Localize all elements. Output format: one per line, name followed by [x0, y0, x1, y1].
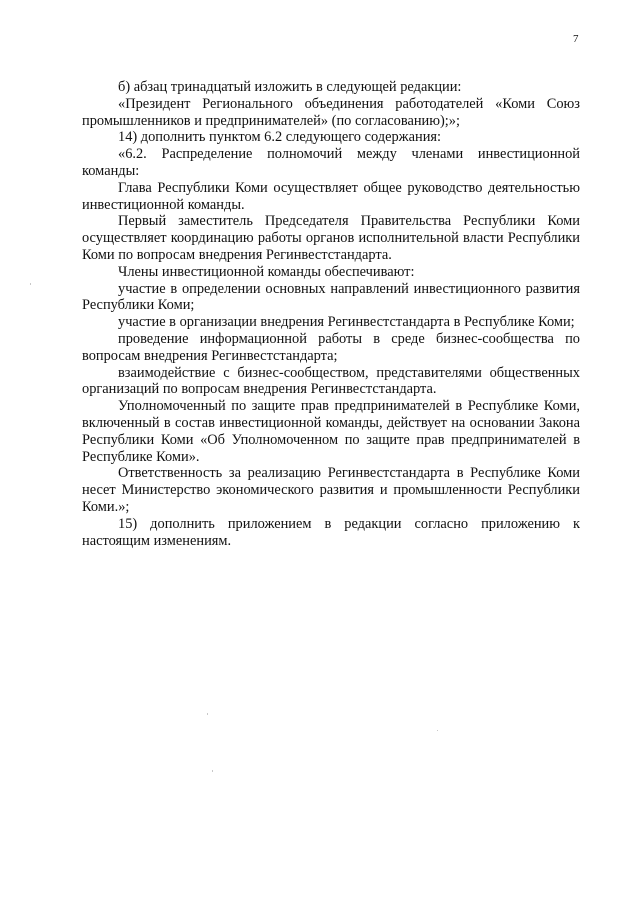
paragraph-responsibility: Ответственность за реализацию Регинвестстандарта в Республике Коми несет Министерство экономического развития и промышленности Республики Коми.»; — [82, 465, 580, 515]
paragraph-amendment-b: б) абзац тринадцатый изложить в следующей редакции: — [118, 79, 462, 95]
paragraph-amendment-15: 15) дополнить приложением в редакции согласно приложению к настоящим изменениям. — [82, 515, 580, 549]
paragraph-president-quote: «Президент Регионального объединения работодателей «Коми Союз промышленников и предпринимателей» (по согласованию);»; — [82, 95, 580, 129]
paragraph-first-deputy: Первый заместитель Председателя Правительства Республики Коми осуществляет координацию работы органов исполнительной власти Республики Коми по вопросам внедрения Регинвестстандарта. — [82, 213, 580, 263]
paragraph-ombudsman: Уполномоченный по защите прав предпринимателей в Республике Коми, включенный в состав инвестиционной команды, действует на основании Закона Республики Коми «Об Уполномоченном по защите прав предпринимателей в Республике Коми». — [82, 398, 580, 465]
paragraph-duty-directions: участие в определении основных направлений инвестиционного развития Республики Коми; — [82, 280, 580, 314]
scan-artifact — [437, 730, 438, 731]
paragraph-members-provide: Члены инвестиционной команды обеспечивают: — [118, 263, 415, 280]
scan-artifact — [30, 283, 31, 285]
document-body — [82, 79, 580, 549]
paragraph-duty-interaction: взаимодействие с бизнес-сообществом, представителями общественных организаций по вопросам внедрения Регинвестстандарта. — [82, 364, 580, 398]
paragraph-duty-information: проведение информационной работы в среде бизнес-сообщества по вопросам внедрения Регинвестстандарта; — [82, 330, 580, 364]
paragraph-section-6-2: «6.2. Распределение полномочий между членами инвестиционной команды: — [82, 146, 580, 179]
paragraph-duty-organization: участие в организации внедрения Регинвестстандарта в Республике Коми; — [118, 314, 575, 331]
scan-artifact — [212, 770, 213, 772]
scan-artifact — [207, 713, 208, 715]
page-number: 7 — [573, 33, 579, 45]
paragraph-head-of-republic: Глава Республики Коми осуществляет общее руководство деятельностью инвестиционной команды. — [82, 179, 580, 213]
paragraph-amendment-14: 14) дополнить пунктом 6.2 следующего содержания: — [118, 129, 442, 146]
